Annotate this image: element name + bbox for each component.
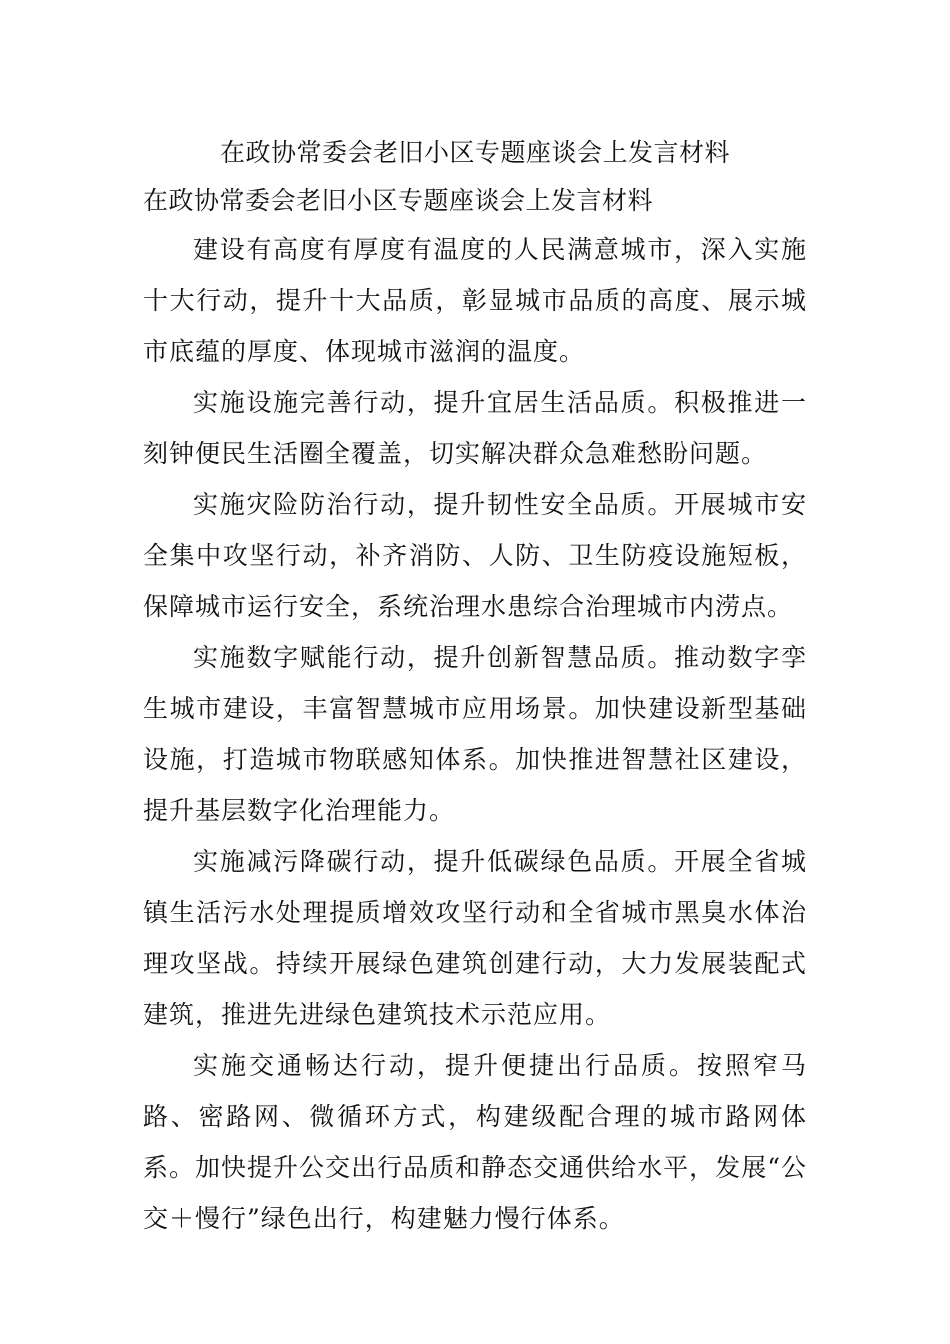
document-title: 在政协常委会老旧小区专题座谈会上发言材料 (219, 138, 730, 167)
paragraph-low-carbon: 实施减污降碳行动，提升低碳绿色品质。开展全省城镇生活污水处理提质增效攻坚行动和全省城市黑臭水体治理攻坚战。持续开展绿色建筑创建行动，大力发展装配式建筑，推进先进绿色建筑技术示范应用。 (143, 847, 807, 1029)
paragraph-digital: 实施数字赋能行动，提升创新智慧品质。推动数字孪生城市建设，丰富智慧城市应用场景。加快建设新型基础设施，打造城市物联感知体系。加快推进智慧社区建设，提升基层数字化治理能力。 (143, 643, 807, 825)
paragraph-intro: 建设有高度有厚度有温度的人民满意城市，深入实施十大行动，提升十大品质，彰显城市品质的高度、展示城市底蕴的厚度、体现城市滋润的温度。 (143, 235, 807, 366)
document-subtitle: 在政协常委会老旧小区专题座谈会上发言材料 (143, 186, 654, 215)
paragraph-facilities: 实施设施完善行动，提升宜居生活品质。积极推进一刻钟便民生活圈全覆盖，切实解决群众急难愁盼问题。 (143, 388, 807, 468)
paragraph-transport: 实施交通畅达行动，提升便捷出行品质。按照窄马路、密路网、微循环方式，构建级配合理的城市路网体系。加快提升公交出行品质和静态交通供给水平，发展“公交＋慢行”绿色出行，构建魅力慢行体系。 (143, 1051, 807, 1233)
paragraph-disaster-prevention: 实施灾险防治行动，提升韧性安全品质。开展城市安全集中攻坚行动，补齐消防、人防、卫生防疫设施短板，保障城市运行安全，系统治理水患综合治理城市内涝点。 (143, 490, 807, 621)
document-body (143, 128, 807, 1244)
